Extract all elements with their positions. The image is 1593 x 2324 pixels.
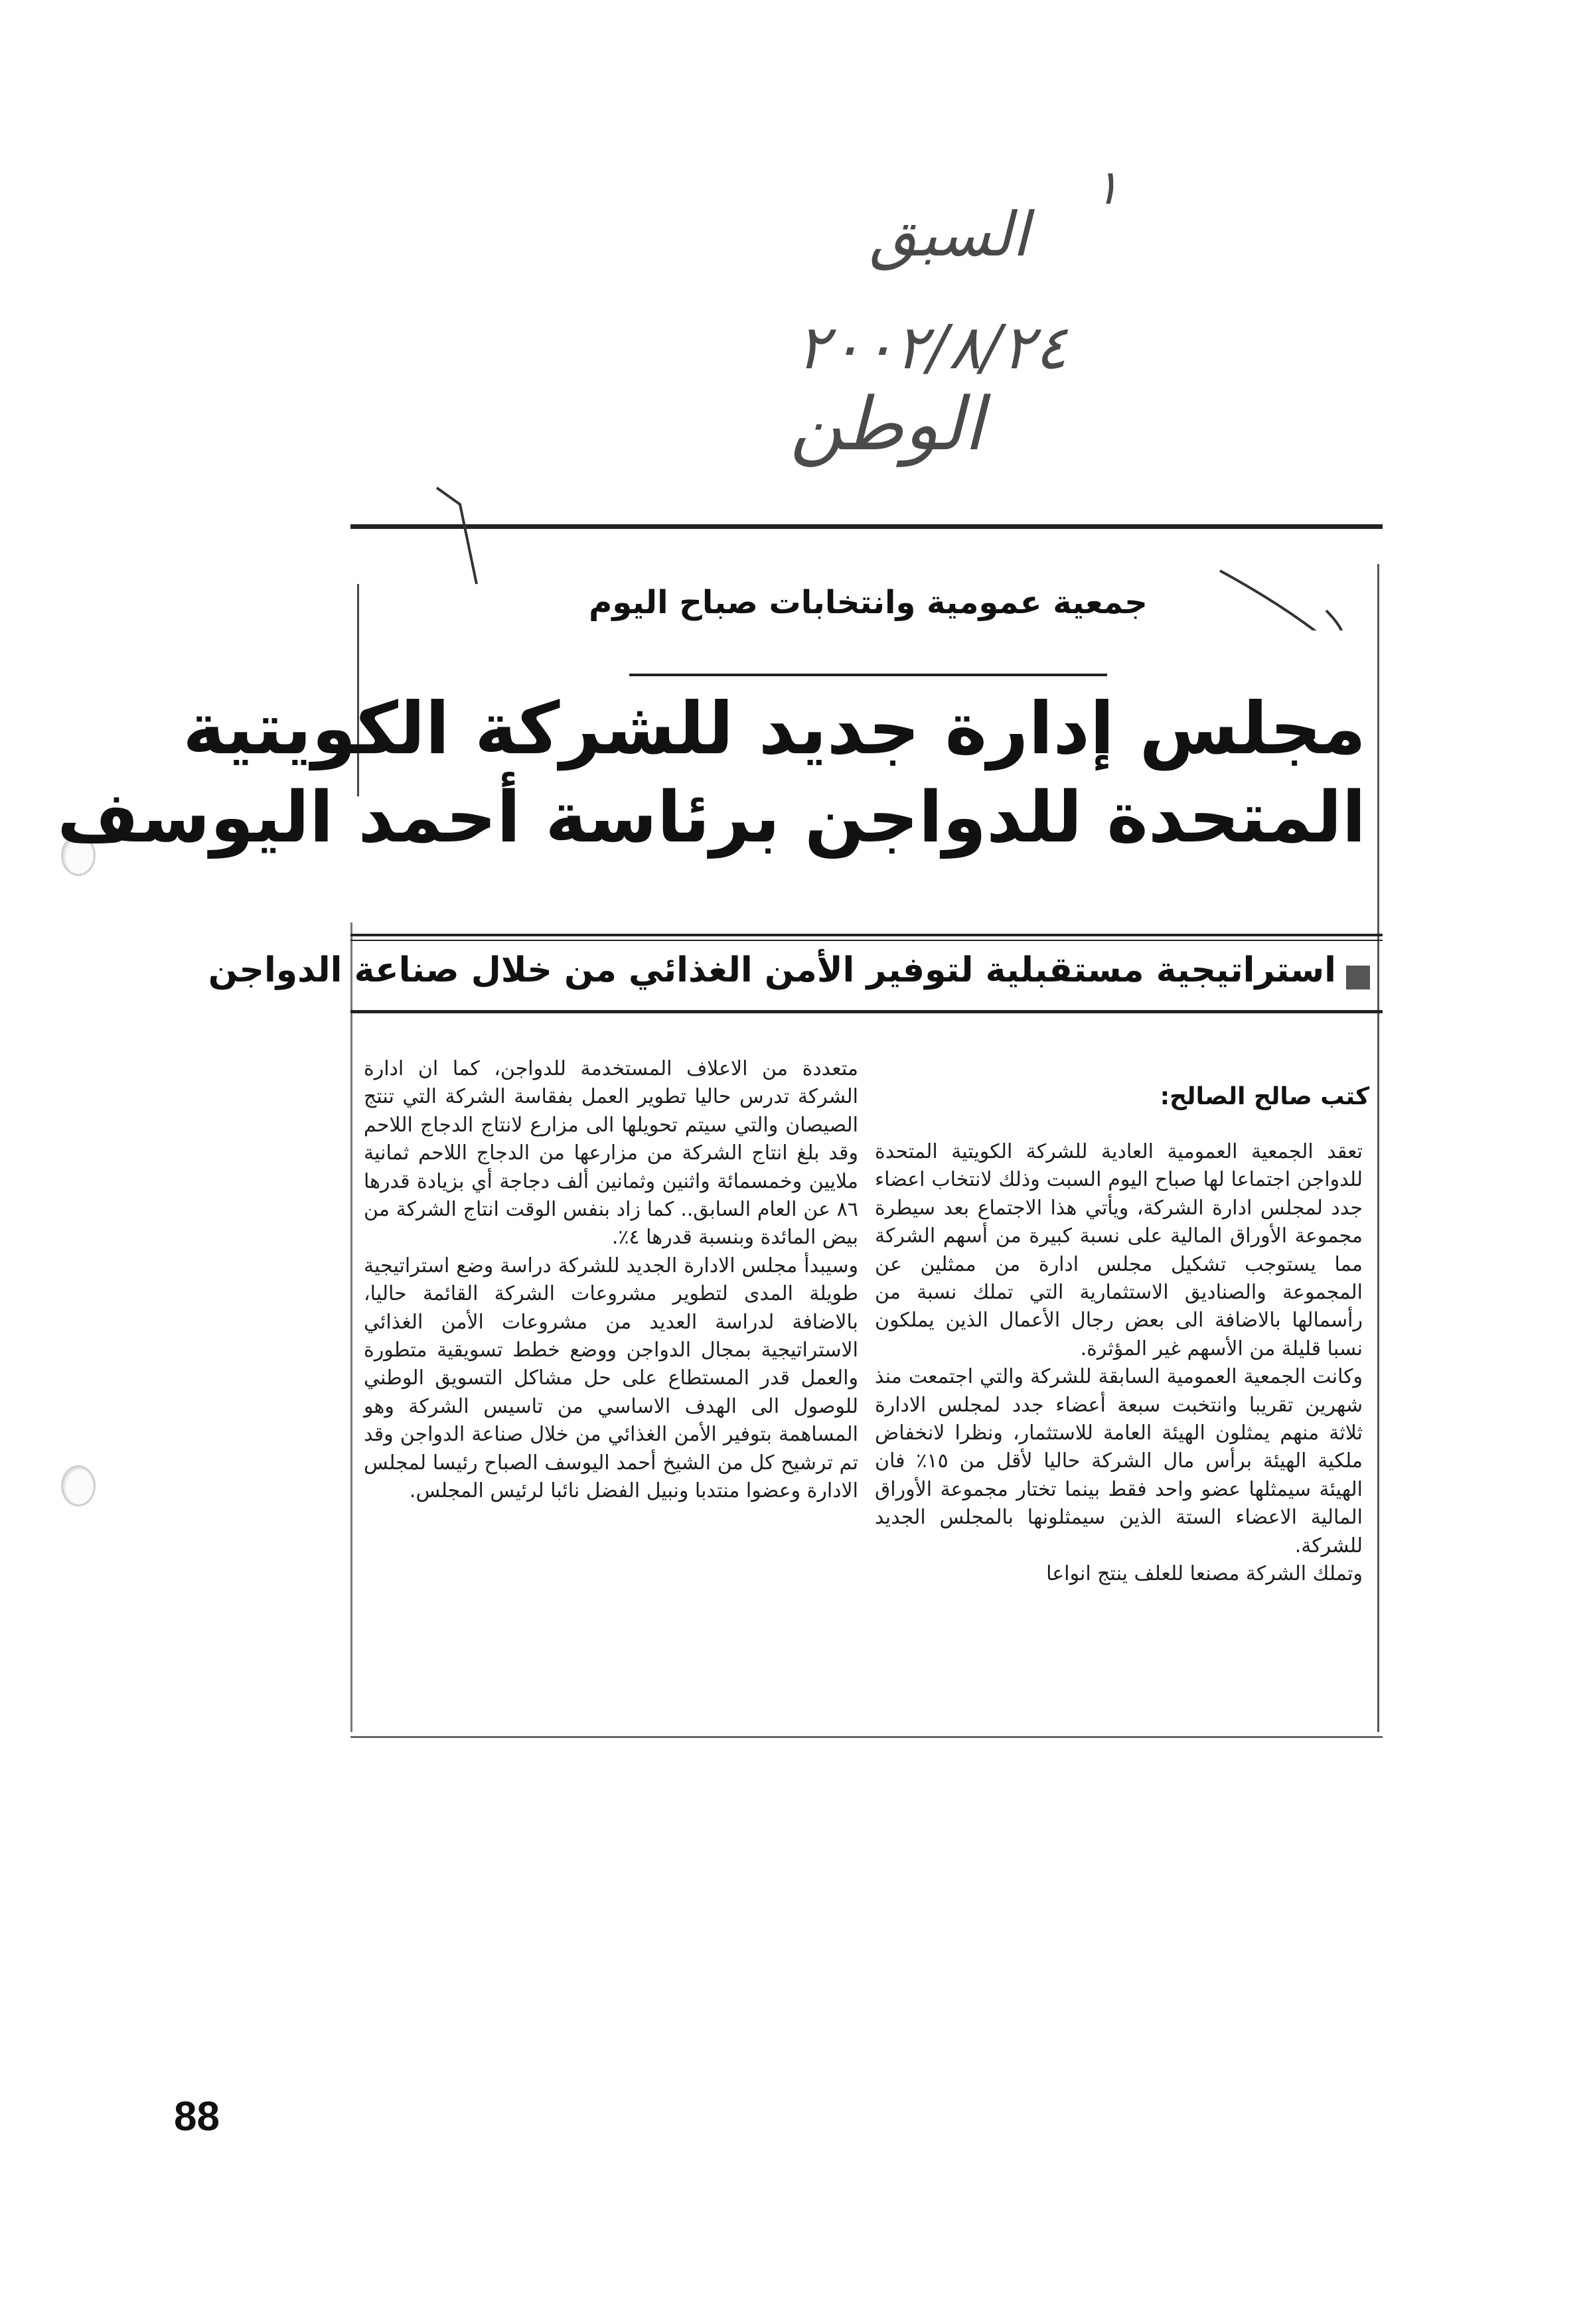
- handwritten-date: ٢٠٠٢/٨/٢٤: [796, 312, 1067, 383]
- right-column: [875, 1138, 1363, 1589]
- headline-line-2: المتحدة للدواجن برئاسة أحمد اليوسف: [57, 776, 1366, 858]
- kicker: جمعية عمومية وانتخابات صباح اليوم: [589, 584, 1148, 621]
- handwritten-newspaper: الوطن: [790, 382, 984, 467]
- right-column-paragraph-2: وكانت الجمعية العمومية السابقة للشركة والتي اجتمعت منذ شهرين تقريبا وانتخبت سبعة أعضاء جدد لمجلس الادارة ثلاثة منهم يمثلون الهيئة العامة للاستثمار، ونظرا لانخفاض ملكية الهيئة برأس مال الشركة حاليا لأقل من ١٥٪ فان الهيئة سيمثلها عضو واحد فقط بينما تختار مجموعة الأوراق المالية الاعضاء الستة الذين سيمثلونها بالمجلس الجديد للشركة.: [875, 1365, 1363, 1558]
- handwritten-source: السبق: [870, 199, 1029, 270]
- newspaper-clipping: [57, 524, 1383, 1739]
- left-edge-lower: [350, 922, 352, 1732]
- subheadline-bottom-rule: [350, 1010, 1383, 1013]
- byline: كتب صالح الصالح:: [1160, 1083, 1369, 1110]
- subheadline-top-rule: [350, 934, 1383, 936]
- right-column-paragraph-1: تعقد الجمعية العمومية العادية للشركة الكويتية المتحدة للدواجن اجتماعا لها صباح اليوم السبت وذلك لانتخاب اعضاء جدد لمجلس ادارة الشركة، ويأتي هذا الاجتماع بعد سيطرة مجموعة الأوراق المالية على نسبة كبيرة من أسهم الشركة مما يستوجب تشكيل مجلس ادارة من ممثلين عن المجموعة والصناديق الاستثمارية التي تملك نسبة من رأسمالها بالاضافة الى بعض رجال الأعمال الذين يملكون نسبا قليلة من الأسهم غير المؤثرة.: [875, 1140, 1363, 1360]
- subheadline-top-rule-2: [350, 940, 1383, 941]
- punch-hole-bottom: [61, 1465, 96, 1506]
- right-column-paragraph-3: وتملك الشركة مصنعا للعلف ينتج انواعا: [1046, 1562, 1363, 1586]
- kicker-underline: [629, 674, 1107, 676]
- subheadline: استراتيجية مستقبلية لتوفير الأمن الغذائي من خلال صناعة الدواجن: [208, 950, 1336, 990]
- subheadline-bullet: [1346, 966, 1370, 989]
- handwritten-mark: ١: [1094, 159, 1120, 215]
- right-edge: [1377, 564, 1379, 1732]
- left-column-paragraph-2: وسيبدأ مجلس الادارة الجديد للشركة دراسة وضع استراتيجية طويلة المدى لتطوير مشروعات الشركة القائمة حاليا، بالاضافة لدراسة العديد من مشروعات الأمن الغذائي الاستراتيجية بمجال الدواجن ووضع خطط تسويقية متطورة والعمل قدر المستطاع على حل مشاكل التسويق الوطني للوصول الى الهدف الاساسي من تاسيس الشركة وهو المساهمة بتوفير الأمن الغذائي من خلال صناعة الدواجن وقد تم ترشيح كل من الشيخ أحمد اليوسف الصباح رئيسا لمجلس الادارة وعضوا منتدبا ونبيل الفضل نائبا لرئيس المجلس.: [364, 1254, 858, 1503]
- page-number: 88: [174, 2094, 220, 2140]
- headline-line-1: مجلس إدارة جديد للشركة الكويتية: [183, 688, 1366, 770]
- bottom-edge: [350, 1736, 1383, 1738]
- left-column: [364, 1055, 858, 1506]
- left-column-paragraph-1: متعددة من الاعلاف المستخدمة للدواجن، كما ان ادارة الشركة تدرس حاليا تطوير العمل بفقاسة الشركة التي تنتج الصيصان والتي سيتم تحويلها الى مزارع لانتاج الدجاج اللاحم وقد بلغ انتاج الشركة من مزارعها من الدجاج اللاحم ثمانية ملايين وخمسمائة واثنين وثمانين ألف دجاجة أي بزيادة قدرها ٨٦ عن العام السابق.. كما زاد بنفس الوقت انتاج الشركة من بيض المائدة وبنسبة قدرها ٤٪.: [364, 1057, 858, 1250]
